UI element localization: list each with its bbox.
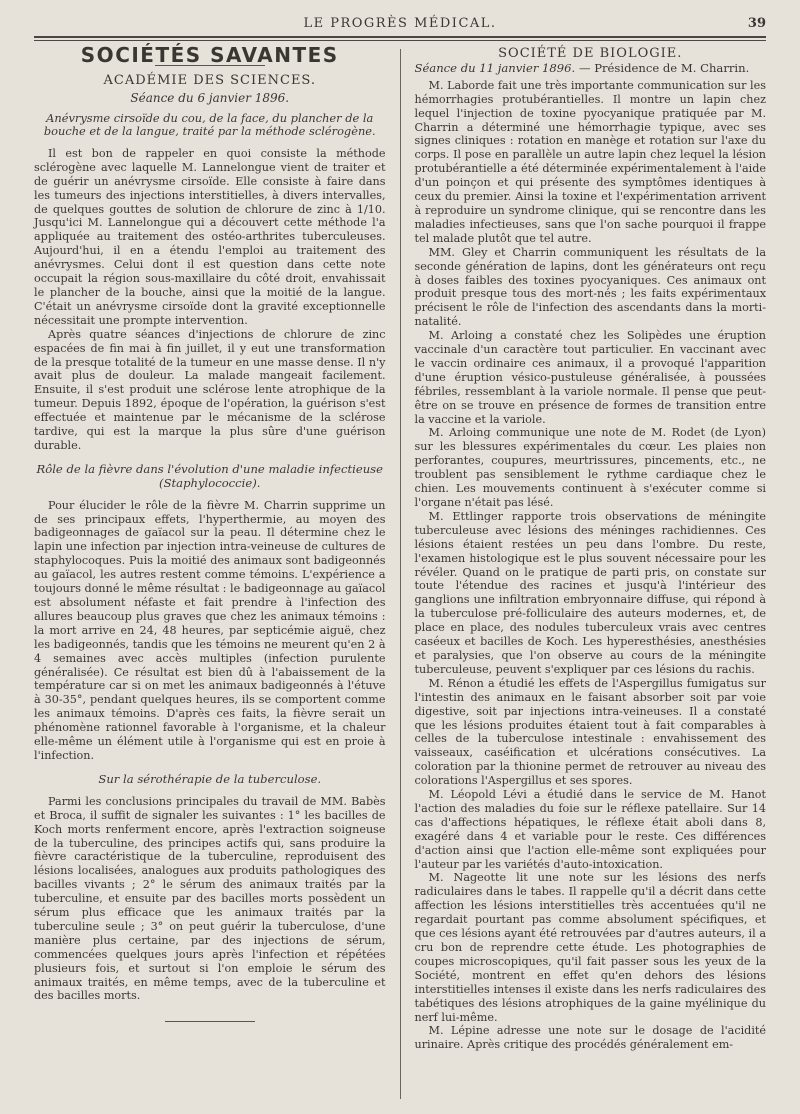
left-column — [34, 45, 386, 1105]
right-column — [415, 45, 767, 1105]
article-title: Anévrysme cirsoïde du cou, de la face, du plancher de la bouche et de la langue, traité par la méthode sclérogène. — [43, 110, 376, 139]
society-heading: SOCIÉTÉ DE BIOLOGIE. — [498, 46, 683, 61]
running-head — [34, 14, 766, 36]
article-title: Sur la sérothérapie de la tuberculose. — [98, 771, 322, 786]
seance-line — [415, 62, 767, 76]
page-number: 39 — [747, 16, 766, 31]
header-rule — [34, 36, 766, 41]
seance-date: Séance du 6 janvier 1896. — [130, 90, 290, 105]
paragraph: Il est bon de rappeler en quoi consiste la méthode sclérogène avec laquelle M. Lannelongue vient de traiter et de guérir un anévrysme cirsoïde. Elle consiste à faire dans les tumeurs des injections interstitielles, à divers intervalles, de quelques gouttes de solution de chlorure de zinc à 1/10. Jusqu'ici M. Lannelongue qui a découvert cette méthode l'a appliquée au traitement des ostéo-arthrites tuberculeuses. Aujourd'hui, il en a étendu l'emploi au traitement des anévrysmes. Celui dont il est question dans cette note occupait la région sous-maxillaire du côté droit, envahissait le plancher de la bouche, ainsi que la moitié de la langue. C'était un anévrysme cirsoïde dont la gravité exceptionnelle nécessitait une prompte intervention. — [34, 146, 386, 327]
presidence: — Présidence de M. Charrin. — [578, 60, 750, 75]
paragraph: M. Arloing a constaté chez les Solipèdes une éruption vaccinale d'un caractère tout particulier. En vaccinant avec le vaccin ordinaire ces animaux, il a provoqué l'apparition d'une éruption vésico-pustuleuse généralisée, à poussées fébriles, ressemblant à la variole normale. Il pense que peut-être on se trouve en présence de formes de transition entre la vaccine et la variole. — [414, 329, 767, 426]
section-title: SOCIÉTÉS SAVANTES — [80, 43, 339, 67]
two-column-body — [34, 45, 766, 1105]
paragraph: M. Rénon a étudié les effets de l'Aspergillus fumigatus sur l'intestin des animaux en le faisant absorber soit par voie digestive, soit par injections intra-veineuses. Il a constaté que les lésions produites étaient tout à fait comparables à celles de la tuberculose intestinale : envahissement des vaisseaux, caséification et ulcérations consécutives. La coloration par la thionine permet de retrouver au niveau des colorations l'Aspergillus et ses spores. — [414, 676, 767, 788]
paragraph: Parmi les conclusions principales du travail de MM. Babès et Broca, il suffit de signaler les suivantes : 1° les bacilles de Koch morts renferment encore, après l'extraction soigneuse de la tuberculine, des principes actifs qui, sans produire la fièvre caractéristique de la tuberculine, reproduisent des lésions localisées, analogues aux produits pathologiques des bacilles vivants ; 2° le sérum des animaux traités par la tuberculine, et ensuite par des bacilles morts possèdent un sérum plus efficace que les animaux traités par la tuberculine seule ; 3° on peut guérir la tuberculose, d'une manière plus certaine, par des injections de sérum, commencées quelques jours après l'infection et répétées plusieurs fois, et surtout si l'on emploie le sérum des animaux traités, en même temps, avec de la tuberculine et des bacilles morts. — [34, 794, 386, 1003]
paragraph: M. Ettlinger rapporte trois observations de méningite tuberculeuse avec lésions des méninges rachidiennes. Ces lésions étaient restées un peu dans l'ombre. Du reste, l'examen histologique est le plus souvent nécessaire pour les révéler. Quand on le pratique de parti pris, on constate sur toute l'étendue des racines et jusqu'à l'intérieur des ganglions une infiltration embryonnaire diffuse, qui répond à la tuberculose pré-folliculaire des auteurs modernes, et, de place en place, des nodules tuberculeux vrais avec centres caséeux et bacilles de Koch. Les hyperesthésies, anesthésies et paralysies, que l'on observe au cours de la méningite tuberculeuse, peuvent s'expliquer par ces lésions du rachis. — [414, 509, 767, 676]
paragraph: M. Arloing communique une note de M. Rodet (de Lyon) sur les blessures expérimentales du cœur. Les plaies non perforantes, coupures, meurtrissures, pincements, etc., ne troublent pas sensiblement le rythme cardiaque chez le chien. Les mouvements continuent à s'exécuter comme si l'organe n'était pas lésé. — [414, 426, 767, 509]
end-rule — [165, 1021, 255, 1022]
paragraph: M. Lépine adresse une note sur le dosage de l'acidité urinaire. Après critique des procédés généralement em- — [414, 1024, 767, 1052]
academy-heading: ACADÉMIE DES SCIENCES. — [103, 72, 317, 88]
running-title: LE PROGRÈS MÉDICAL. — [303, 16, 497, 31]
seance-date: Séance du 11 janvier 1896. — [414, 60, 576, 75]
paragraph: M. Nageotte lit une note sur les lésions des nerfs radiculaires dans le tabes. Il rappelle qu'il a décrit dans cette affection les lésions interstitielles très accentuées qu'il ne regardait pourtant pas comme absolument spécifiques, et que ces lésions ayant été retrouvées par d'autres auteurs, il a cru bon de reprendre cette étude. Les photographies de coupes microscopiques, qu'il fait passer sous les yeux de la Société, montrent en effet qu'en dehors des lésions interstitielles intenses il existe dans les nerfs radiculaires des tabétiques des lésions atrophiques de la gaine myélinique du nerf lui-même. — [414, 871, 767, 1024]
paragraph: Pour élucider le rôle de la fièvre M. Charrin supprime un de ses principaux effets, l'hyperthermie, au moyen des badigeonnages de gaïacol sur la peau. Il détermine chez le lapin une infection par injection intra-veineuse de cultures de staphylocoques. Puis la moitié des animaux sont badigeonnés au gaïacol, les autres restent comme témoins. L'expérience a toujours donné le même résultat : le badigeonnage au gaïacol est absolument néfaste et fait prendre à l'infection des allures beaucoup plus graves que chez les animaux témoins : la mort arrive en 24, 48 heures, par septicémie aiguë, chez les badigeonnés, tandis que les témoins ne meurent qu'en 2 à 4 semaines avec accès multiples (infection purulente généralisée). Ce résultat est bien dû à l'abaissement de la température car si on met les animaux badigeonnés à l'étuve à 30-35°, pendant quelques heures, ils se comportent comme les animaux témoins. D'après ces faits, la fièvre serait un phénomène rationnel favorable à l'organisme, et la chaleur elle-même un élément utile à l'organisme qui est en proie à l'infection. — [34, 498, 386, 762]
article-title: Rôle de la fièvre dans l'évolution d'une maladie infectieuse (Staphylococcie). — [36, 461, 383, 490]
paragraph: M. Léopold Lévi a étudié dans le service de M. Hanot l'action des maladies du foie sur le réflexe patellaire. Sur 14 cas d'affections hépatiques, le réflexe était aboli dans 8, exagéré dans 4 et variable pour le reste. Ces différences d'action ainsi que l'action elle-même sont expliquées pour l'auteur par les variétés d'auto-intoxication. — [414, 788, 767, 871]
paragraph: Après quatre séances d'injections de chlorure de zinc espacées de fin mai à fin juillet, il y eut une transformation de la presque totalité de la tumeur en une masse dense. Il n'y avait plus de douleur. La malade mangeait facilement. Ensuite, il s'est produit une sclérose lente atrophique de la tumeur. Depuis 1892, époque de l'opération, la guérison s'est effectuée et maintenue par le mécanisme de la sclérose tardive, qui est la marque la plus sûre d'une guérison durable. — [34, 327, 386, 452]
column-divider — [400, 49, 401, 1099]
paragraph: MM. Gley et Charrin communiquent les résultats de la seconde génération de lapins, dont les générateurs ont reçu à doses faibles des toxines pyocyaniques. Ces animaux ont produit presque tous des mort-nés ; les faits expérimentaux précisent le rôle de l'infection des ascendants dans la morti-natalité. — [414, 245, 767, 329]
paragraph: M. Laborde fait une très importante communication sur les hémorrhagies protubérantielles. Il montre un lapin chez lequel l'injection de toxine pyocyanique pratiquée par M. Charrin a déterminé une hémorrhagie typique, avec ses signes cliniques : rotation en manège et rotation sur l'axe du corps. Il pose en parallèle un autre lapin chez lequel la lésion protubérantielle a été déterminée expérimentalement à l'aide d'un poinçon et qui présente des symptômes identiques à ceux du premier. Ainsi la toxine et l'expérimentation arrivent à reproduire un syndrome clinique, qui se rencontre dans les maladies infectieuses, sans que l'on sache pourquoi il frappe tel malade plutôt que tel autre. — [414, 78, 767, 245]
